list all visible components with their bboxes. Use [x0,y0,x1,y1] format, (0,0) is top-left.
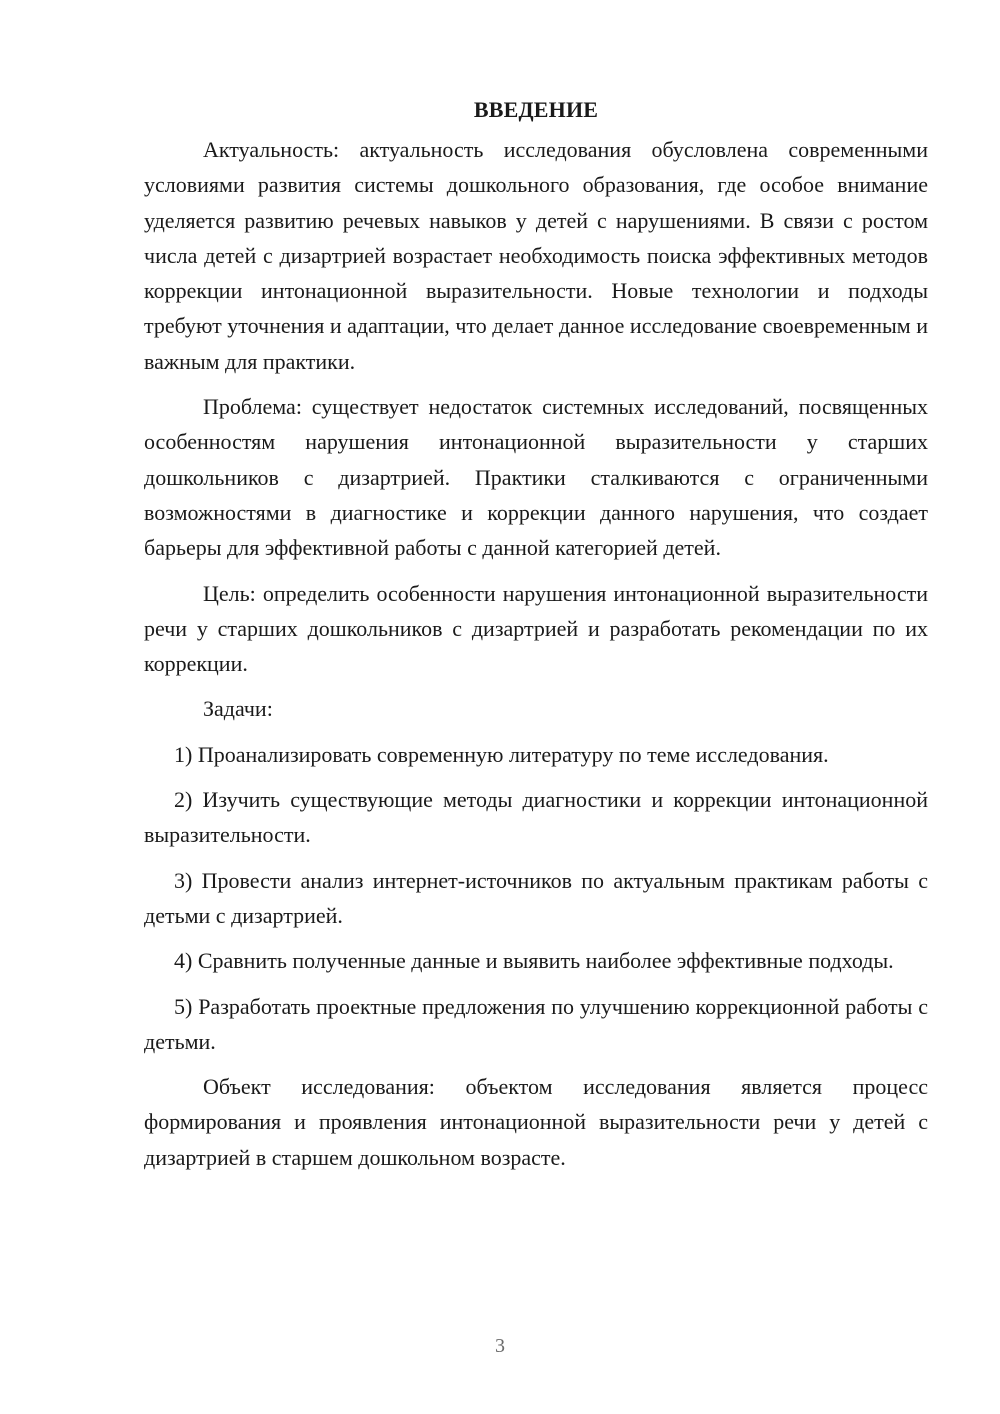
task-item-2: 2) Изучить существующие методы диагностики и коррекции интонационной выразительности. [144,787,928,848]
research-object-paragraph: Объект исследования: объектом исследования является процесс формирования и проявления интонационной выразительности речи у детей с дизартрией в старшем дошкольном возрасте. [144,1074,928,1170]
paragraph-spacer [144,379,928,389]
paragraph-spacer [144,979,928,989]
problem-paragraph: Проблема: существует недостаток системных исследований, посвященных особенностям нарушения интонационной выразительности у старших дошкольников с дизартрией. Практики сталкиваются с ограниченными возможностями в диагностике и коррекции данного нарушения, что создает барьеры для эффективной работы с данной категорией детей. [144,394,928,561]
paragraph-spacer [144,853,928,863]
section-title: ВВЕДЕНИЕ [473,97,599,122]
task-item-4: 4) Сравнить полученные данные и выявить наиболее эффективные подходы. [174,948,894,974]
paragraph-spacer [144,681,928,691]
relevance-paragraph: Актуальность: актуальность исследования обусловлена современными условиями развития системы дошкольного образования, где особое внимание уделяется развитию речевых навыков у детей с нарушениями. В связи с ростом числа детей с дизартрией возрастает необходимость поиска эффективных методов коррекции интонационной выразительности. Новые технологии и подходы требуют уточнения и адаптации, что делает данное исследование своевременным и важным для практики. [144,137,928,374]
paragraph-spacer [144,1059,928,1069]
tasks-heading: Задачи: [203,696,273,722]
paragraph-spacer [144,566,928,576]
paragraph-spacer [144,727,928,737]
task-item-1: 1) Проанализировать современную литературу по теме исследования. [174,741,829,767]
task-item-3: 3) Провести анализ интернет-источников по актуальным практикам работы с детьми с дизартрией. [144,867,928,928]
page-content [144,92,928,1175]
paragraph-spacer [144,933,928,943]
page-number: 3 [495,1335,505,1357]
goal-paragraph: Цель: определить особенности нарушения интонационной выразительности речи у старших дошкольников с дизартрией и разработать рекомендации по их коррекции. [144,580,928,677]
task-item-5: 5) Разработать проектные предложения по улучшению коррекционной работы с детьми. [144,993,928,1054]
paragraph-spacer [144,772,928,782]
